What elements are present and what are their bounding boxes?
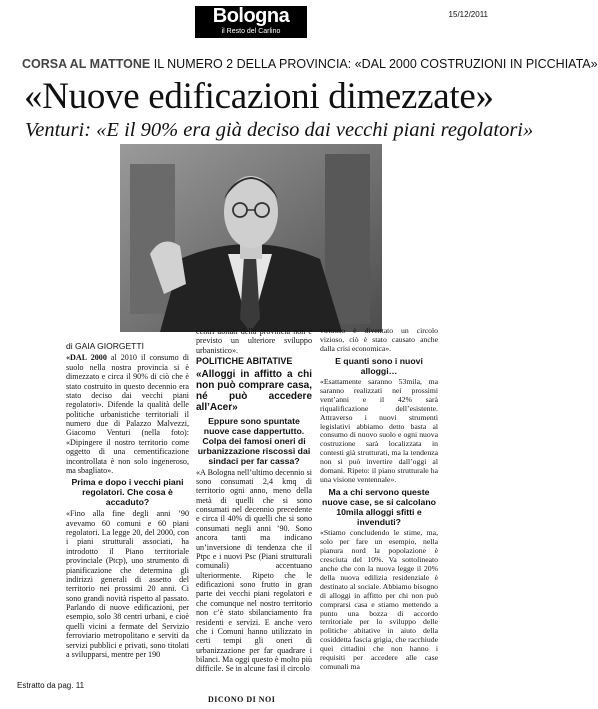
extract-label: Estratto da pag.	[17, 681, 74, 690]
question: Ma a chi servono queste nuove case, se si calcolano 10mila alloggi sfitti e invenduti?	[322, 487, 436, 528]
kicker-text: IL NUMERO 2 DELLA PROVINCIA: «DAL 2000 COSTRUZIONI IN PICCHIATA»	[150, 57, 598, 71]
question: E quanti sono i nuovi alloggi…	[335, 355, 423, 376]
article-column-1	[66, 342, 189, 661]
pull-quote: «Alloggi in affitto a chi non può comprare casa, né può accedere all’Acer»	[196, 368, 312, 413]
kicker	[22, 57, 598, 71]
date: 15/12/2011	[448, 10, 488, 19]
paragraph-text: al 2010 il consumo di suolo nella nostra provincia si è dimezzato e circa il 90% di ciò che è stato costruito in questo decennio era stato deciso dai vecchi piani regolatori». Difende la qualità delle politiche urbanistiche territoriali il numero due di Palazzo Malvezzi, Giacomo Venturi (nella foto): «Dipingere il nostro territorio come oggetto di una cementificazione incontrollata è non solo ingeneroso, ma sbagliato».	[66, 353, 189, 475]
article-column-3	[320, 327, 438, 674]
paragraph: «Esattamente saranno 53mila, ma saranno realizzati nei prossimi vent’anni e il 42% sarà riqualificazione dell’esistente. Attraverso i nuovi strumenti legislativi abbiamo detto basta al consumo di nuovo suolo e ogni nuova costruzione sarà localizzata in contesti già strutturati, ma la tendenza non si può invertire dall’oggi al domani. Ripeto: il piano strutturale ha una visione ventennale».	[320, 376, 438, 485]
paragraph	[66, 353, 189, 475]
portrait-photo-icon	[120, 144, 382, 332]
page-extract	[17, 681, 84, 690]
lead-in: «DAL 2000	[66, 353, 107, 363]
headline: «Nuove edificazioni dimezzate»	[24, 76, 494, 117]
section-footer: DICONO DI NOI	[208, 695, 276, 704]
paragraph: «Stiamo concludendo le stime, ma, solo per fare un esempio, nella pianura nord la popolazione è cresciuta del 10%. Va sottolineato anche che con la nuova legge il 20% della nuova edilizia residenziale è destinato al sociale. Abbiamo bisogno di alloggi in affitto per chi non può comprarsi casa e stiamo mettendo a punto una bozza di accordo territoriale per lo sviluppo delle politiche abitative in aiuto della cosiddetta fascia grigia, che racchiude quei cittadini che non hanno i requisiti per accedere alle case comunali ma	[320, 528, 438, 672]
masthead-logo	[195, 6, 307, 38]
masthead-name: Bologna	[212, 5, 290, 27]
byline: di GAIA GIORGETTI	[66, 341, 144, 351]
paragraph: centri abitati della provincia non è previsto un ulteriore sviluppo urbanistico».	[196, 327, 312, 355]
question: Prima e dopo i vecchi piani regolatori. Che cosa è accaduto?	[71, 477, 184, 508]
paragraph: «Fino alla fine degli anni ’90 avevamo 60 comuni e 60 piani regolatori. La legge 20, del 2000, con i piani strutturali associati, ha introdotto il Piano territoriale provinciale (Ptcp), uno strumento di pianificazione che determina gli indirizzi generali di assetto del territorio nei prossimi 20 anni. Ci sono grandi novità rispetto al passato. Parlando di nuove edificazioni, per esempio, solo 38 centri urbani, e cioè quelli vicini a fermate del Servizio ferroviario metropolitano e serviti da servizi pubblici e privati, sono titolati a svilupparsi, mentre per 190	[66, 509, 189, 659]
paragraph: «A Bologna nell’ultimo decennio si sono consumati 2,4 kmq di territorio ogni anno, meno della metà di quelli che si sono consumati nel decennio precedente e circa il 40% di quelli che si sono consumati negli anni ’90. Sono ancora tanti ma indicano un’inversione di tendenza che il Ptpc e i nuovi Psc (Piani strutturali comunali) accentuano ulteriormente. Ripeto che le edificazioni sono frutto in gran parte dei vecchi piani regolatori e che comunque nel nostro territorio non c’è stato sbilanciamento fra residenti e servizi. E anche vero che i Comuni hanno utilizzato in certi tempi gli oneri di urbanizzazione per far quadrare i bilanci. Ma oggi questo è molto più difficile. Se in alcune fasi il circolo	[196, 467, 312, 674]
masthead-sub: il Resto del Carlino	[221, 28, 281, 35]
question: Eppure sono spuntate nuove case dappertutto. Colpa dei famosi oneri di urbanizzazione riscossi dai sindaci per far cassa?	[197, 415, 311, 466]
paragraph: virtuoso è diventato un circolo vizioso, ciò è stato causato anche dalla crisi economica».	[320, 326, 438, 353]
kicker-label: CORSA AL MATTONE	[22, 57, 151, 71]
article-column-2	[196, 327, 312, 676]
section-label: POLITICHE ABITATIVE	[196, 356, 293, 367]
subhead: Venturi: «E il 90% era già deciso dai vecchi piani regolatori»	[25, 119, 534, 141]
page-number: 11	[75, 681, 85, 690]
